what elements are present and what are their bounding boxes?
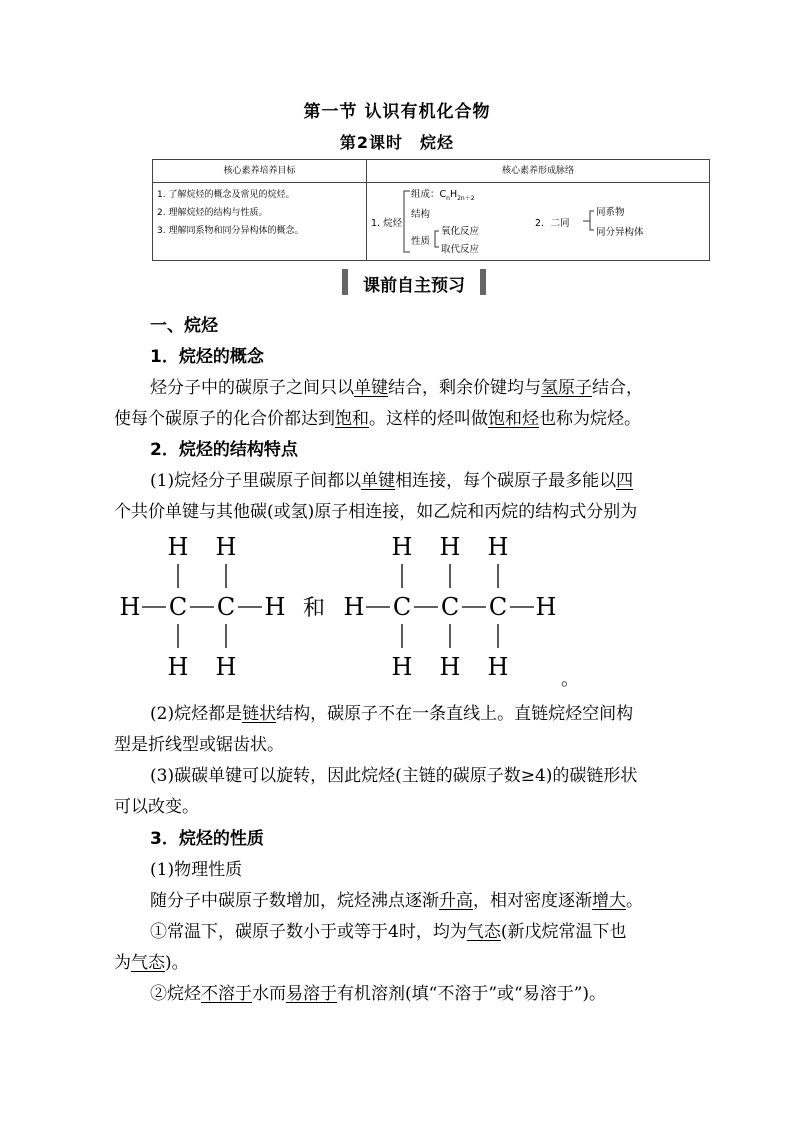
svg-text:H: H [391,533,413,561]
lesson-title: 第2课时 烷烃 [339,133,455,152]
svg-text:C: C [216,593,236,621]
map-composition: 组成：$C_nH_{2n+2}$ [411,189,475,202]
svg-text:H: H [439,653,461,681]
paragraph-line: 随分子中碳原子数增加，烷烃沸点逐渐升高，相对密度逐渐增大。 [150,891,643,911]
banner-label: 课前自主预习 [363,276,465,296]
paragraph-line: (2)烷烃都是链状结构，碳原子不在一条直线上。直链烷烃空间构 [150,704,634,724]
paragraph-line: ①常温下，碳原子数小于或等于4时，均为气态(新戊烷常温下也 [150,922,627,942]
structural-formulas [114,528,594,688]
svg-text:H: H [215,653,237,681]
formula-joiner: 和 [302,596,326,621]
section-title: 第一节 认识有机化合物 [303,102,491,122]
paragraph-line: 个共价单键与其他碳(或氢)原子相连接，如乙烷和丙烷的结构式分别为 [114,502,638,522]
map-isomer: 同分异构体 [596,227,644,238]
section-banner [342,267,486,299]
goal-item: 2. 理解烷烃的结构与性质。 [157,208,268,218]
concept-map-brackets [153,160,711,262]
svg-text:H: H [119,593,141,621]
formula-end: 。 [561,669,579,688]
paragraph-line: (3)碳碳单键可以旋转，因此烷烃(主链的碳原子数≥4)的碳链形状 [150,766,638,786]
subheading-properties: 3．烷烃的性质 [150,829,264,849]
paragraph-line: 型是折线型或锯齿状。 [114,735,284,755]
paragraph-line: ②烷烃不溶于水而易溶于有机溶剂(填“不溶于”或“易溶于”)。 [150,984,607,1004]
map-homolog: 同系物 [596,207,625,218]
subheading-structure: 2．烷烃的结构特点 [150,440,298,460]
paragraph-line: 为气态)。 [114,953,189,973]
goal-item: 3. 理解同系物和同分异构体的概念。 [157,226,304,236]
svg-text:C: C [392,593,412,621]
map-structure: 结构 [411,209,431,220]
paragraph-line: (1)烷烃分子里碳原子间都以单键相连接，每个碳原子最多能以四 [150,471,634,491]
banner-left-bar [342,269,348,295]
competency-table [152,159,710,261]
map-root-two: 2．二同 [535,218,570,229]
svg-text:C: C [440,593,460,621]
svg-text:C: C [168,593,188,621]
goals-header: 核心素养培养目标 [153,160,366,183]
map-oxidation: 氧化反应 [441,226,480,237]
banner-right-bar [480,269,486,295]
svg-text:H: H [535,593,557,621]
svg-text:H: H [391,653,413,681]
svg-text:H: H [487,653,509,681]
svg-text:C: C [488,593,508,621]
paragraph-heading: (1)物理性质 [150,860,243,880]
subheading-concept: 1．烷烃的概念 [150,347,264,367]
map-root-alkane: 1. 烷烃 [371,218,403,229]
svg-text:H: H [487,533,509,561]
svg-text:H: H [439,533,461,561]
map-property: 性质 [411,236,431,247]
heading-alkane: 一、烷烃 [150,316,218,336]
paragraph-line: 可以改变。 [114,797,199,817]
map-substitution: 取代反应 [441,244,480,255]
paragraph-line: 使每个碳原子的化合价都达到饱和。这样的烃叫做饱和烃也称为烷烃。 [114,409,641,429]
map-header: 核心素养形成脉络 [367,160,709,183]
svg-text:H: H [167,533,189,561]
svg-text:H: H [264,593,286,621]
svg-text:H: H [343,593,365,621]
svg-text:H: H [215,533,237,561]
paragraph-line: 烃分子中的碳原子之间只以单键结合，剩余价键均与氢原子结合， [150,378,643,398]
goal-item: 1. 了解烷烃的概念及常见的烷烃。 [157,190,295,200]
svg-text:H: H [167,653,189,681]
